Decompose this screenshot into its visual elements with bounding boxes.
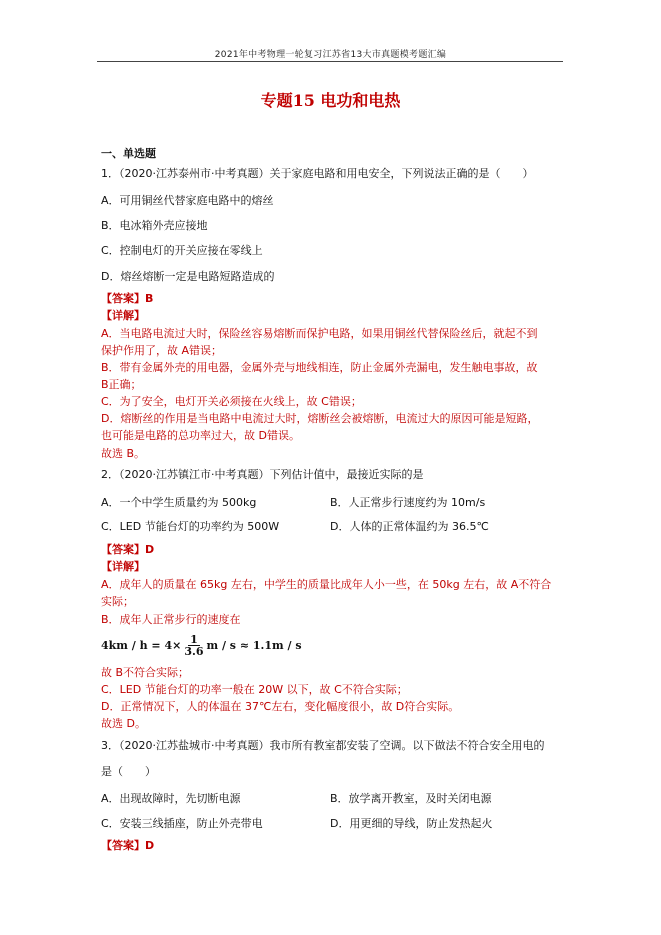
q1-detail-line: A．当电路电流过大时，保险丝容易熔断而保护电路，如果用铜丝代替保险丝后，就起不到 <box>101 327 538 340</box>
q1-detail-line: 也可能是电路的总功率过大，故 D错误。 <box>101 429 300 442</box>
q2-detail-line: 故 B不符合实际； <box>101 666 190 679</box>
section-heading: 一、单选题 <box>101 147 156 160</box>
q1-option-d: D．熔丝熔断一定是电路短路造成的 <box>101 270 275 283</box>
running-header: 2021年中考物理一轮复习江苏省13大市真题模考题汇编 <box>214 50 447 60</box>
q2-detail-line: D．正常情况下，人的体温在 37℃左右，变化幅度很小，故 D符合实际。 <box>101 700 460 713</box>
q2-stem: 2．（2020·江苏镇江市·中考真题）下列估计值中，最接近实际的是 <box>101 468 424 481</box>
q3-answer: 【答案】D <box>101 839 155 852</box>
speed-conversion-formula <box>101 630 302 660</box>
q2-detail-label: 【详解】 <box>101 560 145 573</box>
q2-detail-line: 实际； <box>101 595 134 608</box>
q1-option-c: C．控制电灯的开关应接在零线上 <box>101 244 263 257</box>
header-rule <box>97 61 563 62</box>
q3-option-b: B．放学离开教室，及时关闭电源 <box>330 792 492 805</box>
q2-option-b: B．人正常步行速度约为 10m/s <box>330 496 486 509</box>
q1-detail-line: D．熔断丝的作用是当电路中电流过大时，熔断丝会被熔断，电流过大的原因可能是短路， <box>101 412 539 425</box>
q1-stem: 1．（2020·江苏泰州市·中考真题）关于家庭电路和用电安全，下列说法正确的是（ ） <box>101 167 534 180</box>
q1-option-a: A．可用铜丝代替家庭电路中的熔丝 <box>101 194 274 207</box>
q3-option-c: C．安装三线插座，防止外壳带电 <box>101 817 263 830</box>
q2-option-d: D．人体的正常体温约为 36.5℃ <box>330 520 489 533</box>
q2-option-c: C．LED 节能台灯的功率约为 500W <box>101 520 280 533</box>
formula-fraction <box>184 634 203 657</box>
q2-detail-line: A．成年人的质量在 65kg 左右，中学生的质量比成年人小一些，在 50kg 左右，故 A不符合 <box>101 578 552 591</box>
q2-answer: 【答案】D <box>101 543 155 556</box>
q2-detail-line: B．成年人正常步行的速度在 <box>101 613 241 626</box>
q2-detail-line: C．LED 节能台灯的功率一般在 20W 以下，故 C不符合实际； <box>101 683 408 696</box>
q2-detail-line: 故选 D。 <box>101 717 146 730</box>
q1-detail-label: 【详解】 <box>101 309 145 322</box>
q3-stem-line-1: 3．（2020·江苏盐城市·中考真题）我市所有教室都安装了空调。以下做法不符合安全用电的 <box>101 739 545 752</box>
page-title: 专题15 电功和电热 <box>260 91 401 110</box>
q2-option-a: A．一个中学生质量约为 500kg <box>101 496 257 509</box>
q3-option-d: D．用更细的导线，防止发热起火 <box>330 817 493 830</box>
q1-detail-line: C．为了安全，电灯开关必须接在火线上，故 C错误； <box>101 395 362 408</box>
q1-answer: 【答案】B <box>101 292 154 305</box>
q1-detail-line: 故选 B。 <box>101 447 146 460</box>
q1-detail-line: B正确； <box>101 378 142 391</box>
formula-left: 4km / h = 4× <box>101 638 182 652</box>
q3-option-a: A．出现故障时，先切断电源 <box>101 792 241 805</box>
q1-detail-line: 保护作用了，故 A错误； <box>101 344 223 357</box>
formula-numerator: 1 <box>190 632 198 646</box>
formula-right: m / s ≈ 1.1m / s <box>206 638 302 652</box>
q3-stem-line-2: 是（ ） <box>101 765 156 778</box>
q1-option-b: B．电冰箱外壳应接地 <box>101 219 208 232</box>
q1-detail-line: B．带有金属外壳的用电器，金属外壳与地线相连，防止金属外壳漏电，发生触电事故，故 <box>101 361 538 374</box>
formula-denominator: 3.6 <box>184 644 204 658</box>
